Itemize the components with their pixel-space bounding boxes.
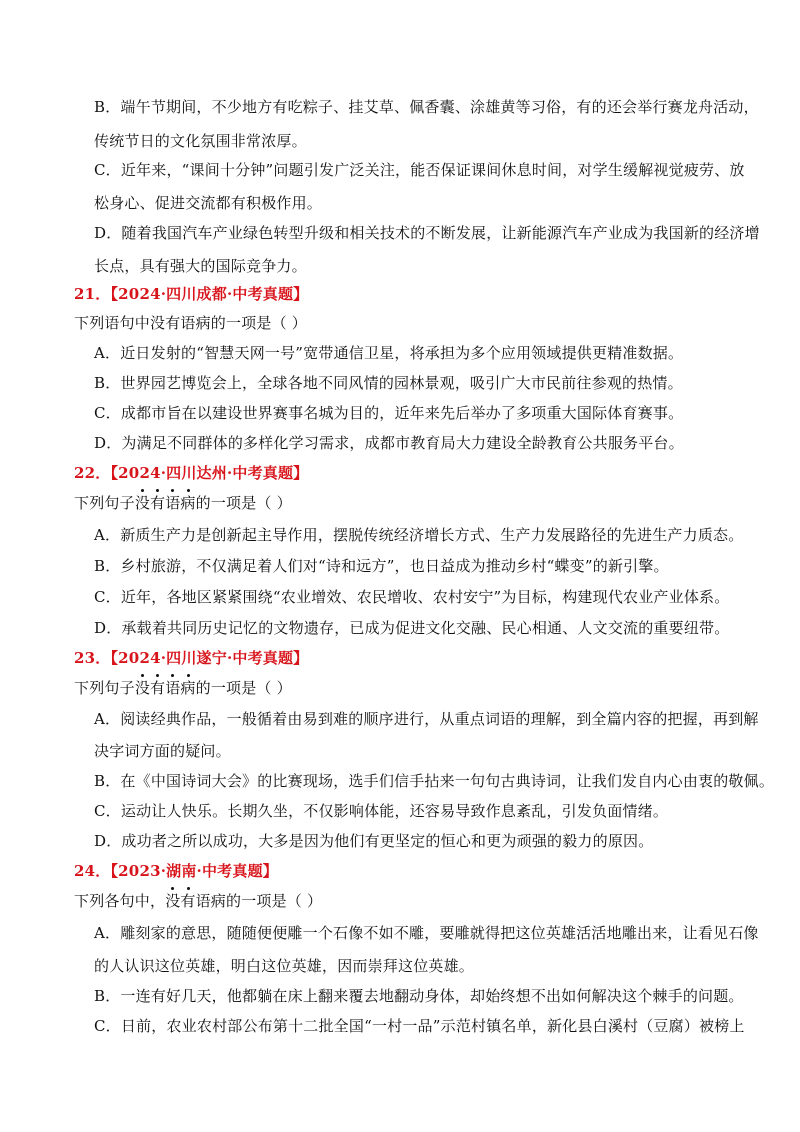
q24-option-b: B．一连有好几天，他都躺在床上翻来覆去地翻动身体，却始终想不出如何解决这个棘手的问题。 xyxy=(94,987,744,1005)
emphasis-char: 有 xyxy=(150,494,166,512)
q24-option-a-line2: 的人认识这位英雄，明白这位英雄，因而崇拜这位英雄。 xyxy=(94,957,475,975)
q23-stem-prefix: 下列句子 xyxy=(74,679,135,697)
q21-option-a: A．近日发射的“智慧天网一号”宽带通信卫星，将承担为多个应用领域提供更精准数据。 xyxy=(94,344,684,362)
emphasis-char: 没 xyxy=(165,892,181,910)
emphasis-char: 病 xyxy=(180,679,196,697)
q20-option-c-line2: 松身心、促进交流都有积极作用。 xyxy=(94,194,323,212)
emphasis-char: 有 xyxy=(150,679,166,697)
q21-option-b: B．世界园艺博览会上，全球各地不同风情的园林景观，吸引广大市民前往参观的热情。 xyxy=(94,374,683,392)
q23-header: 23．【2024·四川遂宁·中考真题】 xyxy=(74,649,309,667)
q20-option-b-line2: 传统节日的文化氛围非常浓厚。 xyxy=(94,132,307,150)
q22-stem-suffix: 的一项是（ ） xyxy=(195,494,292,512)
emphasis-char: 没 xyxy=(134,494,151,512)
q23-stem-suffix: 的一项是（ ） xyxy=(195,679,292,697)
emphasis-char: 没 xyxy=(134,679,151,697)
emphasis-char: 病 xyxy=(180,494,196,512)
q24-stem xyxy=(74,891,322,911)
q20-option-d-line2: 长点，具有强大的国际竞争力。 xyxy=(94,257,307,275)
q20-option-d-line1: D．随着我国汽车产业绿色转型升级和相关技术的不断发展，让新能源汽车产业成为我国新的经济增 xyxy=(94,224,760,242)
q21-header: 21．【2024·四川成都·中考真题】 xyxy=(74,285,309,303)
q21-option-d: D．为满足不同群体的多样化学习需求，成都市教育局大力建设全龄教育公共服务平台。 xyxy=(94,434,684,452)
q23-option-d: D．成功者之所以成功，大多是因为他们有更坚定的恒心和更为顽强的毅力的原因。 xyxy=(94,832,654,850)
q20-option-c-line1: C．近年来，“课间十分钟”问题引发广泛关注，能否保证课间休息时间，对学生缓解视觉疲劳、放 xyxy=(94,161,745,179)
q20-option-b-line1: B．端午节期间，不少地方有吃粽子、挂艾草、佩香囊、涂雄黄等习俗，有的还会举行赛龙舟活动， xyxy=(94,98,759,116)
emphasis-char: 语 xyxy=(165,679,181,697)
q21-stem: 下列语句中没有语病的一项是（ ） xyxy=(74,314,307,332)
q22-stem-prefix: 下列句子 xyxy=(74,494,135,512)
q22-stem xyxy=(74,493,292,513)
emphasis-char: 有 xyxy=(180,892,196,910)
emphasis-char: 语 xyxy=(165,494,181,512)
q22-option-b: B．乡村旅游，不仅满足着人们对“诗和远方”，也日益成为推动乡村“蝶变”的新引擎。 xyxy=(94,557,669,575)
q23-option-b: B．在《中国诗词大会》的比赛现场，选手们信手拈来一句句古典诗词，让我们发自内心由衷的敬佩。 xyxy=(94,772,775,790)
q22-option-d: D．承载着共同历史记忆的文物遗存，已成为促进文化交融、民心相通、人文交流的重要纽带。 xyxy=(94,619,730,637)
q22-option-a: A．新质生产力是创新起主导作用，摆脱传统经济增长方式、生产力发展路径的先进生产力质态。 xyxy=(94,526,744,544)
q24-option-c: C．日前，农业农村部公布第十二批全国“一村一品”示范村镇名单，新化县白溪村（豆腐）被榜上 xyxy=(94,1017,745,1035)
q24-stem-suffix: 语病的一项是（ ） xyxy=(195,892,323,910)
q23-option-a-line2: 决字词方面的疑问。 xyxy=(94,742,231,760)
q22-header: 22．【2024·四川达州·中考真题】 xyxy=(74,464,309,482)
q23-option-c: C．运动让人快乐。长期久坐，不仅影响体能，还容易导致作息紊乱，引发负面情绪。 xyxy=(94,802,669,820)
q23-option-a-line1: A．阅读经典作品，一般循着由易到难的顺序进行，从重点词语的理解，到全篇内容的把握，再到解 xyxy=(94,710,759,728)
q24-header: 24．【2023·湖南·中考真题】 xyxy=(74,862,278,880)
q24-option-a-line1: A．雕刻家的意思，随随便便雕一个石像不如不雕，要雕就得把这位英雄活活地雕出来，让看见石像 xyxy=(94,924,759,942)
q23-stem xyxy=(74,678,292,698)
q24-stem-prefix: 下列各句中， xyxy=(74,892,166,910)
q22-option-c: C．近年，各地区紧紧围绕“农业增效、农民增收、农村安宁”为目标，构建现代农业产业体系。 xyxy=(94,588,730,606)
q21-option-c: C．成都市旨在以建设世界赛事名城为目的，近年来先后举办了多项重大国际体育赛事。 xyxy=(94,404,684,422)
